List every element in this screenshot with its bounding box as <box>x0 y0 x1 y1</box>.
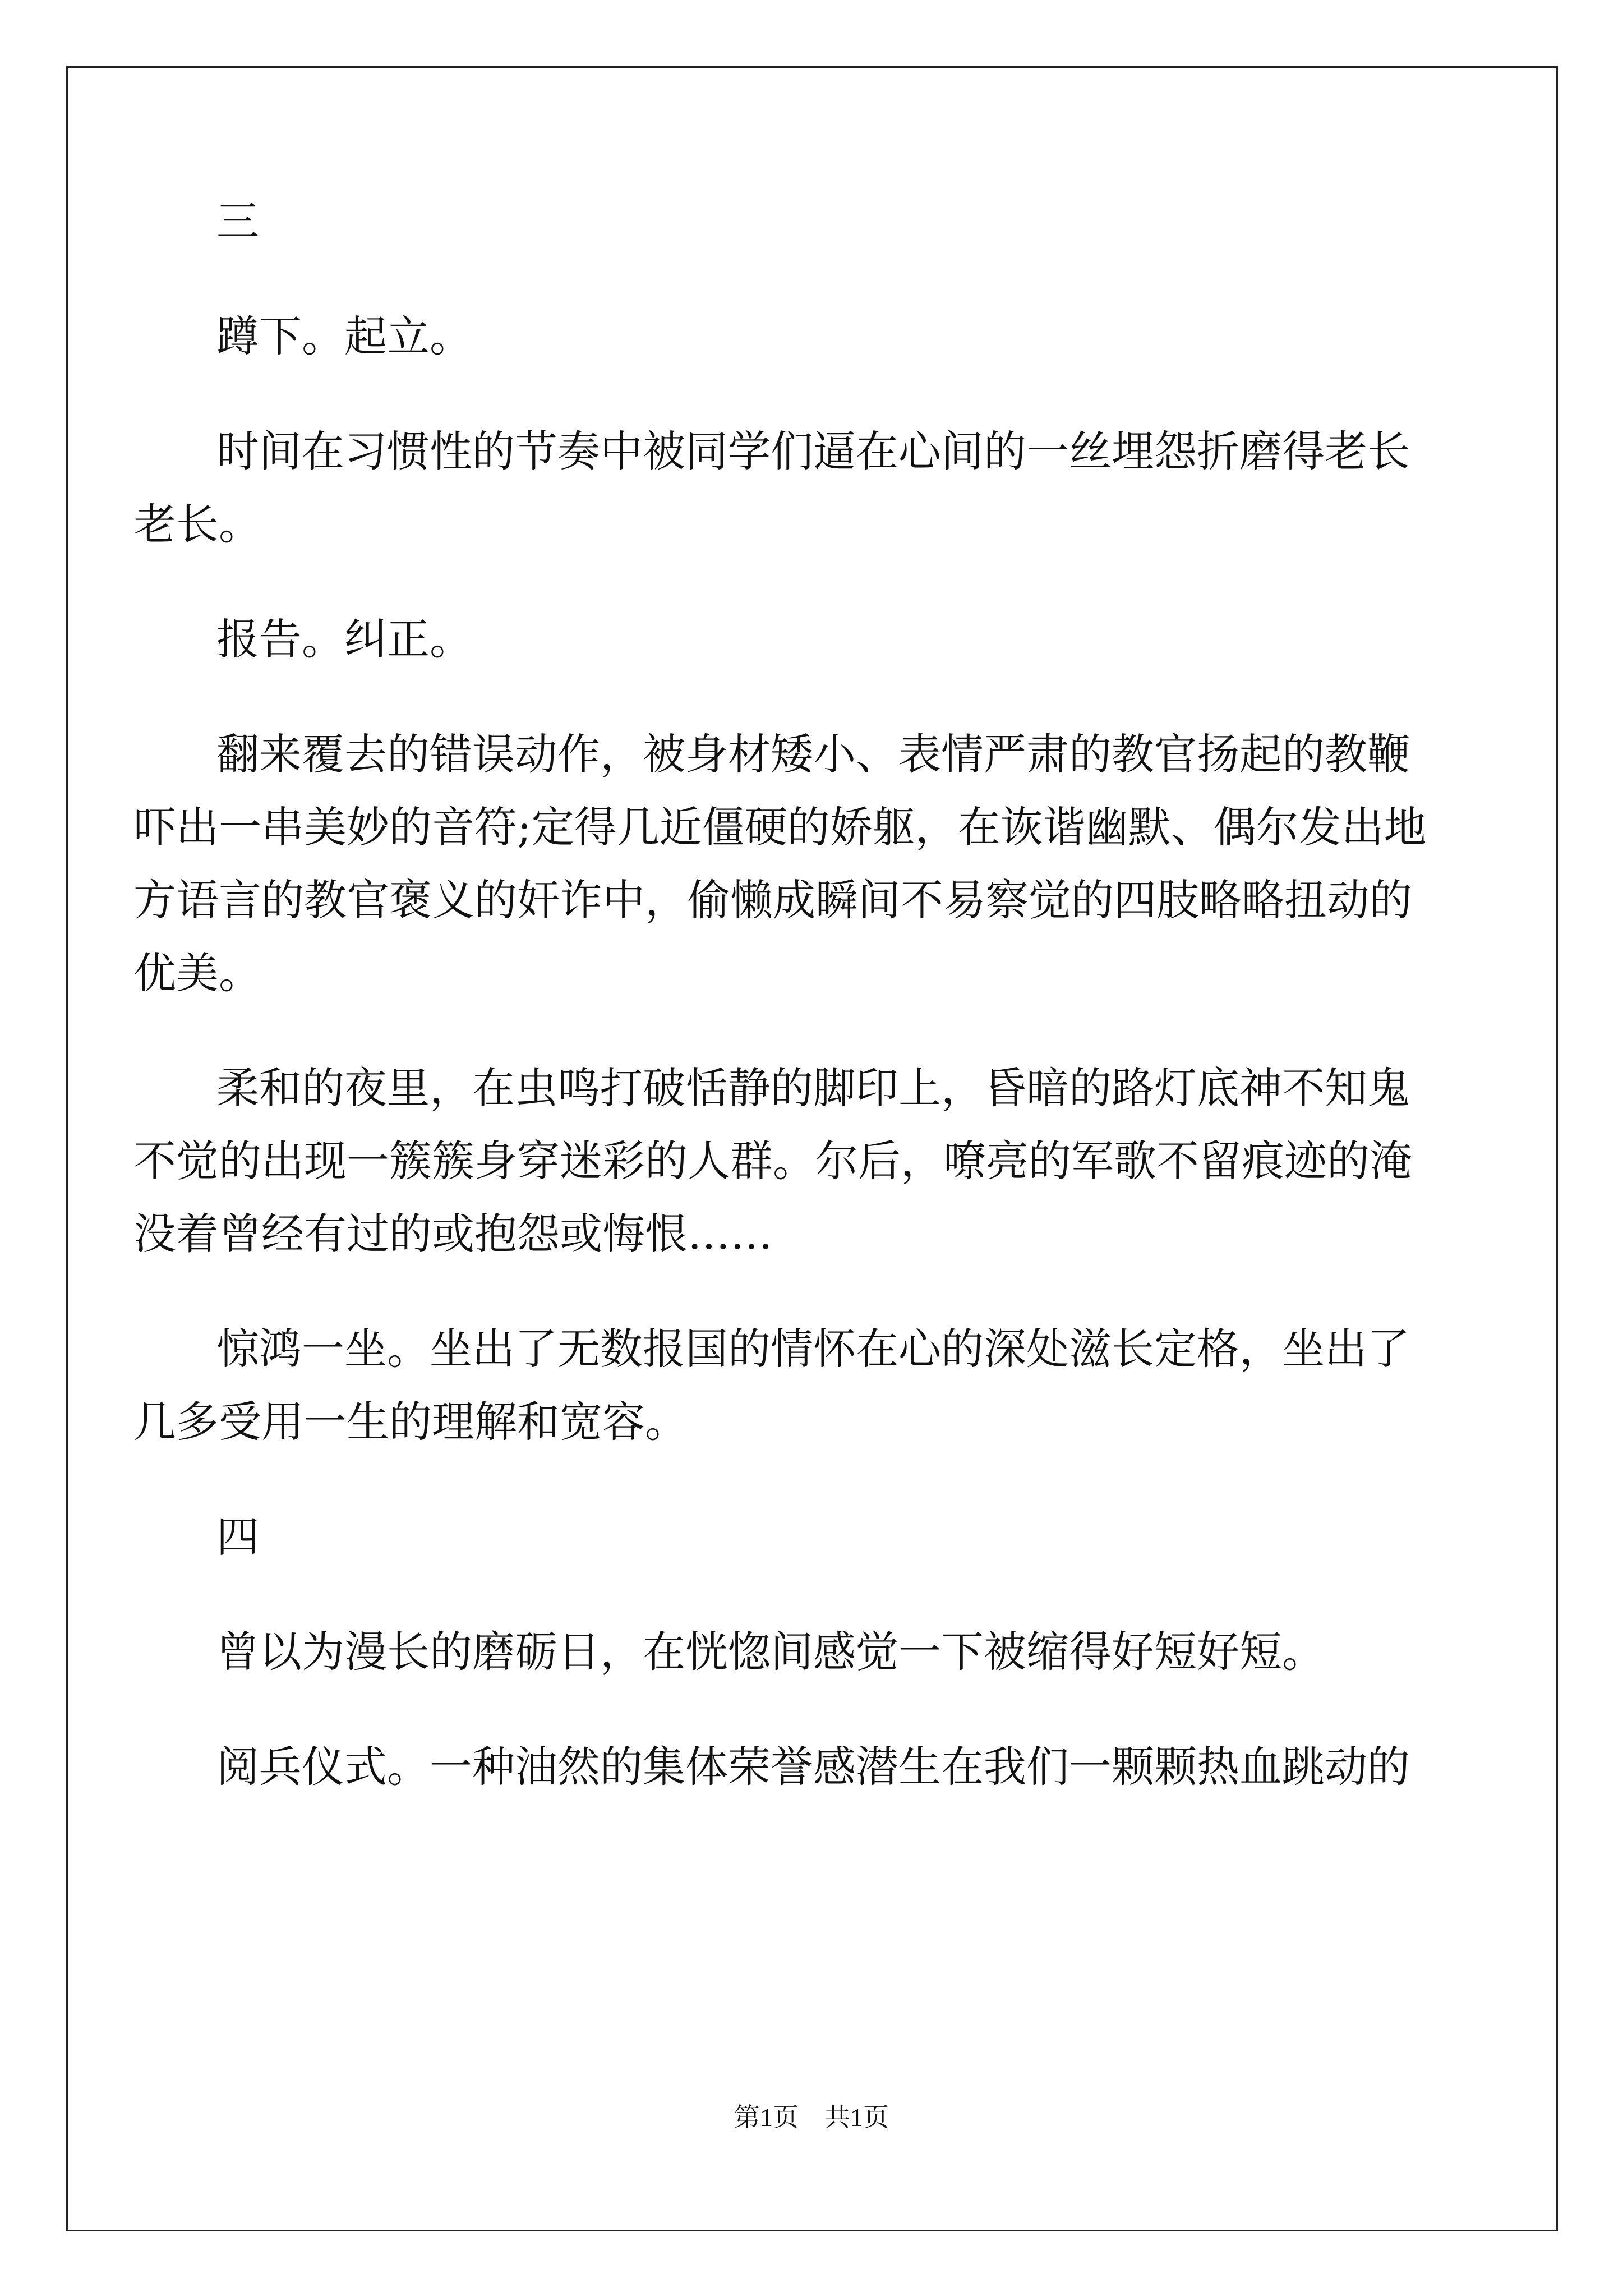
paragraph-line: 翻来覆去的错误动作，被身材矮小、表情严肃的教官扬起的教鞭 <box>216 729 1410 779</box>
paragraph <box>133 718 1427 1010</box>
paragraph-line: 阅兵仪式。一种油然的集体荣誉感潜生在我们一颗颗热血跳动的 <box>216 1742 1410 1792</box>
paragraph-line: 时间在习惯性的节奏中被同学们逼在心间的一丝埋怨折磨得老长 <box>216 426 1410 476</box>
paragraph-line: 老长。 <box>133 499 261 549</box>
page-footer: 第1页 共1页 <box>734 2103 889 2132</box>
paragraph-line: 曾以为漫长的磨砺日，在恍惚间感觉一下被缩得好短好短。 <box>216 1627 1325 1677</box>
paragraph <box>133 185 1418 258</box>
paragraph-line: 报告。纠正。 <box>216 614 472 664</box>
paragraph-line: 没着曾经有过的或抱怨或悔恨…… <box>133 1209 773 1259</box>
paragraph-line: 几多受用一生的理解和宽容。 <box>133 1397 688 1447</box>
paragraph <box>133 1052 1418 1271</box>
document-body <box>133 185 1427 1846</box>
paragraph-line: 三 <box>216 196 259 246</box>
paragraph <box>133 1731 1418 1803</box>
paragraph-line: 四 <box>216 1512 259 1562</box>
paragraph <box>133 300 1418 373</box>
paragraph <box>133 1501 1418 1573</box>
paragraph <box>133 603 1418 676</box>
paragraph-line: 惊鸿一坐。坐出了无数报国的情怀在心的深处滋长定格，坐出了 <box>216 1324 1410 1374</box>
paragraph <box>133 1313 1418 1458</box>
paragraph-line: 优美。 <box>133 948 261 998</box>
paragraph-line: 蹲下。起立。 <box>216 311 472 361</box>
paragraph-line: 吓出一串美妙的音符;定得几近僵硬的娇躯，在诙谐幽默、偶尔发出地 <box>133 802 1427 852</box>
paragraph-line: 柔和的夜里，在虫鸣打破恬静的脚印上，昏暗的路灯底神不知鬼 <box>216 1063 1410 1113</box>
paragraph-line: 方语言的教官褒义的奸诈中，偷懒成瞬间不易察觉的四肢略略扭动的 <box>133 875 1412 925</box>
paragraph <box>133 415 1418 561</box>
paragraph <box>133 1616 1418 1688</box>
paragraph-line: 不觉的出现一簇簇身穿迷彩的人群。尔后，嘹亮的军歌不留痕迹的淹 <box>133 1136 1412 1186</box>
